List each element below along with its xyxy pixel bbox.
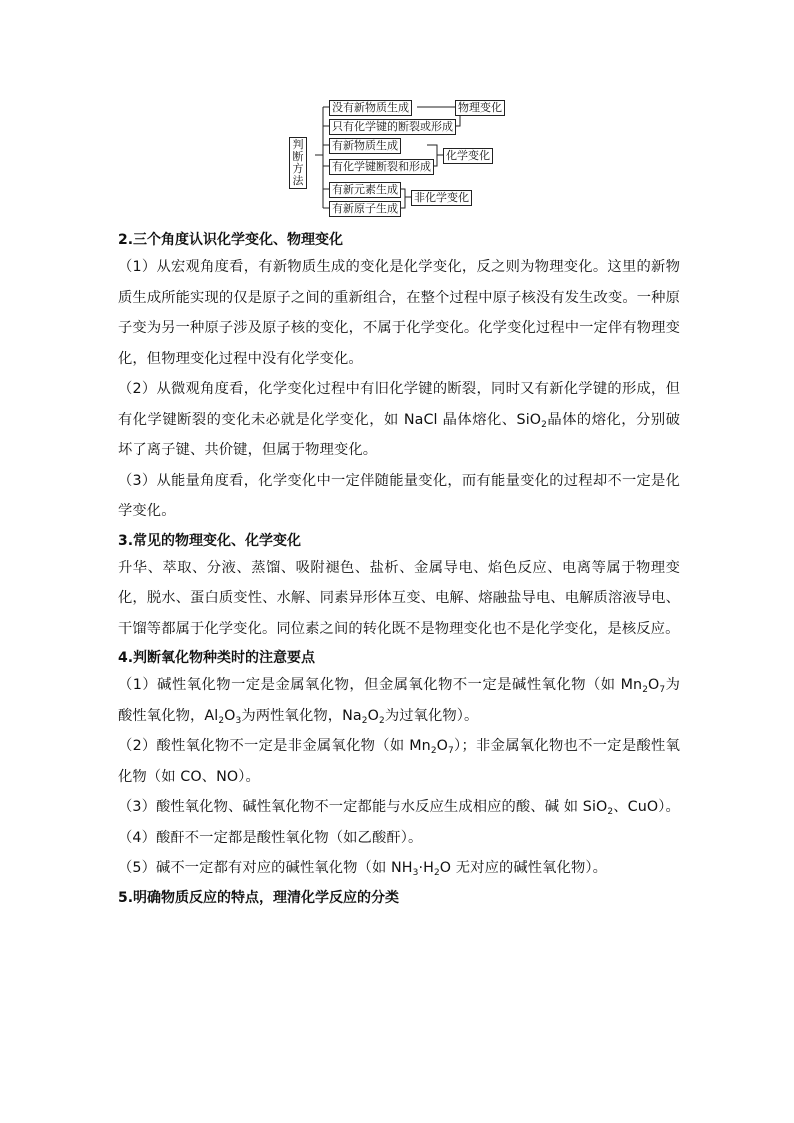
result-chemical: 化学变化 [443,148,493,164]
section-4-para-4: （4）酸酐不一定都是酸性氧化物（如乙酸酐）。 [118,829,423,846]
section-4-para-3 [118,792,680,823]
text-span: O [648,677,660,693]
method-no-new-substance: 没有新物质生成 [329,100,412,116]
section-2-para-1: （1）从宏观角度看，有新物质生成的变化是化学变化，反之则为物理变化。这里的新物质生成所能实现的仅是原子之间的重新组合，在整个过程中原子核没有发生改变。一种原子变为另一种原子涉及原子核的变化，不属于化学变化。化学变化过程中一定伴有物理变化，但物理变化过程中没有化学变化。 [118,259,680,367]
section-2-para-2 [118,374,680,466]
text-span: O [224,707,236,724]
method-bond-only: 只有化学键的断裂或形成 [329,119,456,135]
section-5-title: 5.明确物质反应的特点，理清化学反应的分类 [118,889,400,906]
subscript: 2 [642,685,649,695]
section-4-para-5 [118,853,680,884]
text-span: ）；非金属氧化物也不一定是酸性氧化物（如 CO、NO）。 [118,738,680,785]
text-span: （1）碱性氧化物一定是金属氧化物，但金属氧化物不一定是碱性氧化物（如 Mn [118,677,643,693]
text-span: O 无对应的碱性氧化物）。 [439,860,608,876]
text-span: 为两性氧化物，Na [241,707,362,724]
text-span: 为酸性氧化物，Al [118,677,680,724]
method-new-element: 有新元素生成 [329,182,401,198]
section-2-title: 2.三个角度认识化学变化、物理变化 [118,232,344,248]
section-4-para-2 [118,731,680,792]
subscript: 2 [607,807,614,817]
method-new-atom: 有新原子生成 [329,201,401,217]
subscript: 3 [412,868,419,878]
section-4-title: 4.判断氧化物种类时的注意要点 [118,650,316,666]
subscript: 2 [430,746,437,756]
document-body [118,228,680,910]
result-physical: 物理变化 [455,100,505,116]
result-non-chemical: 非化学变化 [411,190,472,206]
text-span: ·H [418,860,434,876]
subscript: 2 [218,715,225,726]
subscript: 2 [541,419,547,430]
method-bond-break-form: 有化学键断裂和形成 [329,159,434,175]
subscript: 2 [433,868,440,878]
subscript: 2 [361,715,368,726]
text-span: （5）碱不一定都有对应的碱性氧化物（如 NH [118,860,413,876]
diagram-root-label: 判 断 方 法 [292,138,304,187]
section-3-title: 3.常见的物理变化、化学变化 [118,532,302,549]
text-span: （3）酸性氧化物、碱性氧化物不一定都能与水反应生成相应的酸、碱 如 SiO [118,799,608,815]
text-span: （2）从微观角度看，化学变化过程中有旧化学键的断裂，同时又有新化学键的形成，但有化学键断裂的变化未必就是化学变化，如 NaCl 晶体熔化、SiO [118,381,680,428]
text-span: 、CuO）。 [613,799,680,815]
subscript: 7 [448,746,454,756]
subscript: 3 [235,715,242,726]
text-span: （2）酸性氧化物不一定是非金属氧化物（如 Mn [118,738,431,754]
text-span: O [436,738,449,754]
section-2-para-3: （3）从能量角度看，化学变化中一定伴随能量变化，而有能量变化的过程却不一定是化学变化。 [118,472,680,519]
diagram-root [289,137,307,189]
method-new-substance: 有新物质生成 [329,138,401,154]
section-3-para-1: 升华、萃取、分液、蒸馏、吸附褪色、盐析、金属导电、焰色反应、电离等属于物理变化，脱水、蛋白质变性、水解、同素异形体互变、电解、熔融盐导电、电解质溶液导电、干馏等都属于化学变化。同位素之间的转化既不是物理变化也不是化学变化，是核反应。 [118,559,680,637]
classification-diagram [285,95,505,220]
text-span: O [367,707,379,724]
text-span: 晶体的熔化，分别破坏了离子键、共价键，但属于物理变化。 [118,411,680,458]
subscript: 2 [378,715,385,726]
section-4-para-1 [118,670,680,731]
text-span: 为过氧化物）。 [384,707,479,724]
subscript: 7 [659,685,666,695]
